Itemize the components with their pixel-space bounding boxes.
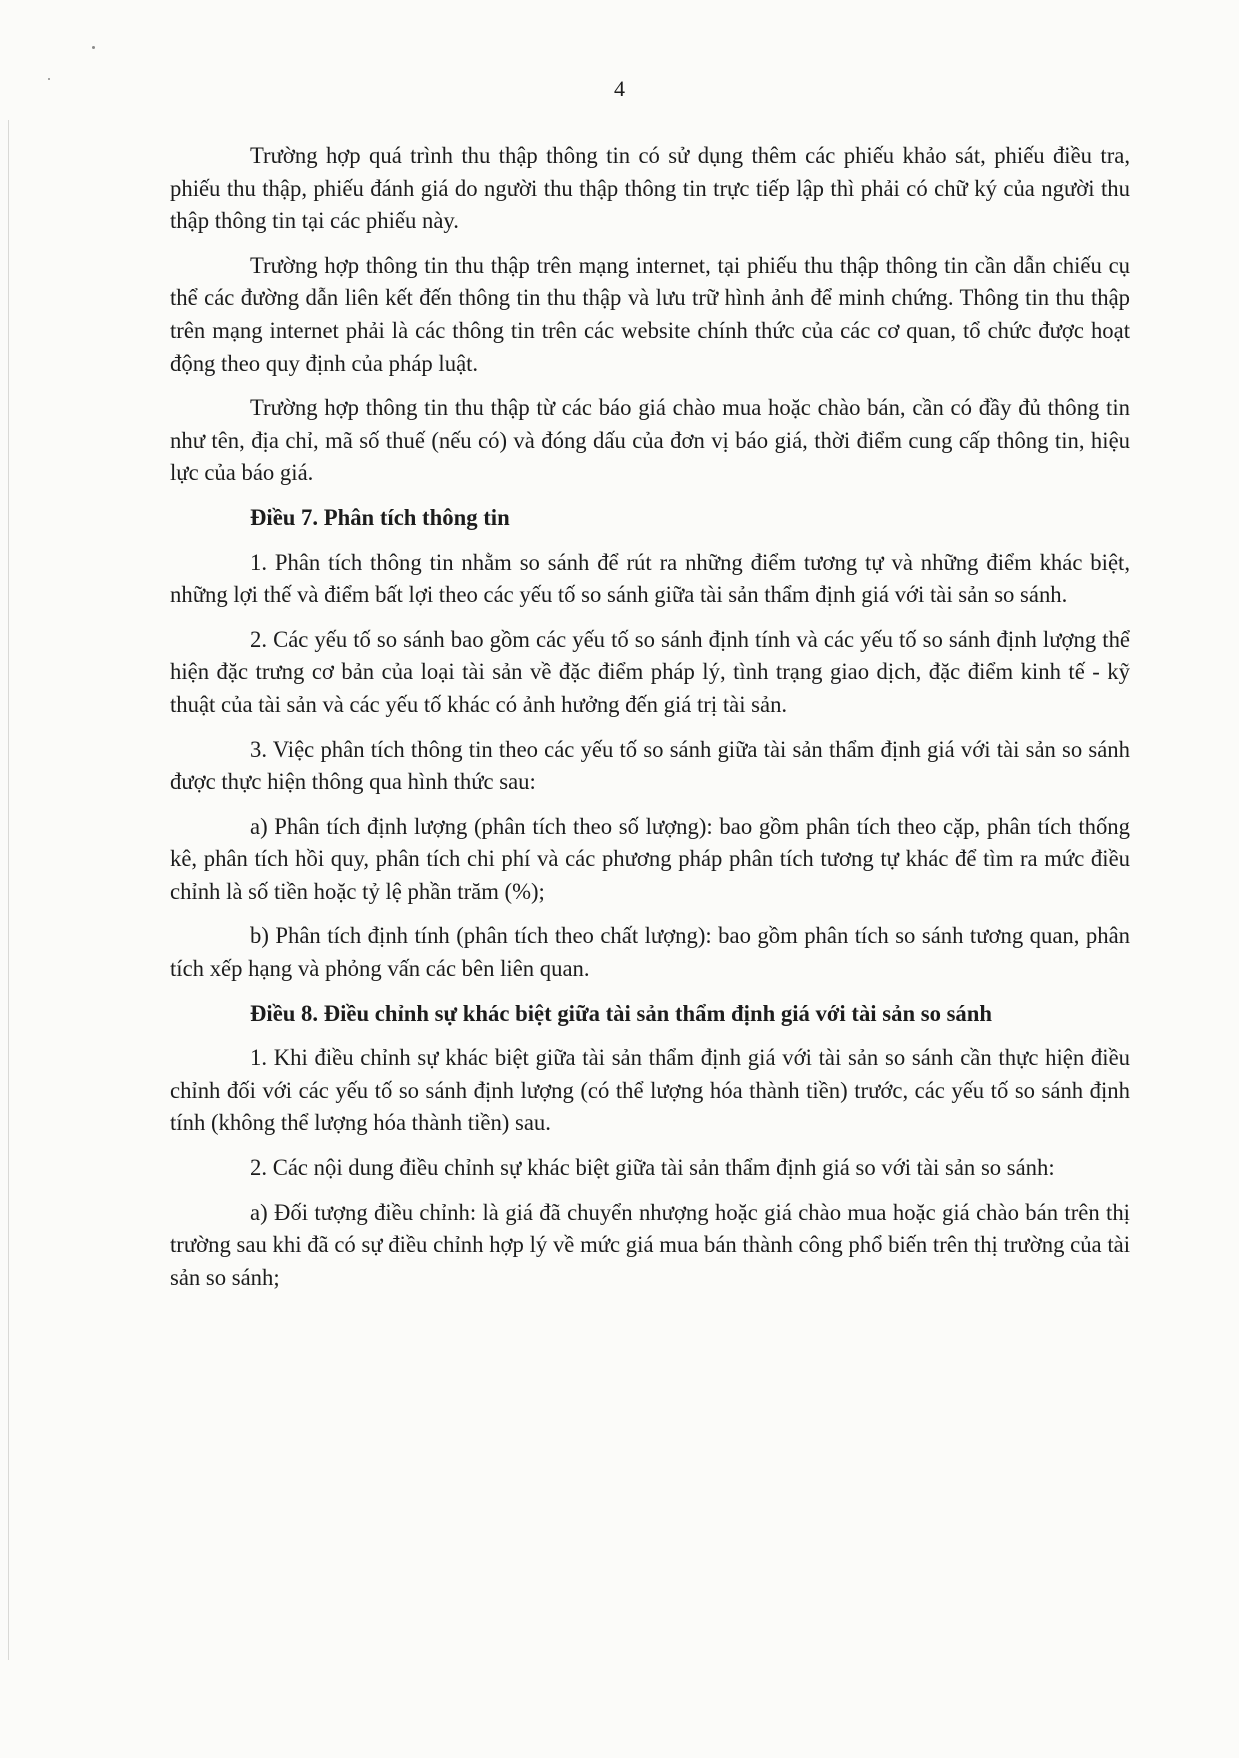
page-number: 4: [614, 76, 625, 101]
article-7-clause-3a: a) Phân tích định lượng (phân tích theo số lượng): bao gồm phân tích theo cặp, phân tích thống kê, phân tích hồi quy, phân tích chi phí và các phương pháp phân tích tương tự khác để tìm ra mức điều chỉnh là số tiền hoặc tỷ lệ phần trăm (%);: [170, 813, 1130, 904]
article-8-heading: Điều 8. Điều chỉnh sự khác biệt giữa tài sản thẩm định giá với tài sản so sánh: [250, 1000, 992, 1026]
article-8-clause-1: 1. Khi điều chỉnh sự khác biệt giữa tài sản thẩm định giá với tài sản so sánh cần thực hiện điều chỉnh đối với các yếu tố so sánh định lượng (có thể lượng hóa thành tiền) trước, các yếu tố so sánh định tính (không thể lượng hóa thành tiền) sau.: [170, 1045, 1130, 1136]
article-7-heading: Điều 7. Phân tích thông tin: [250, 504, 510, 530]
article-8-clause-2a: a) Đối tượng điều chỉnh: là giá đã chuyển nhượng hoặc giá chào mua hoặc giá chào bán trên thị trường sau khi đã có sự điều chỉnh hợp lý về mức giá mua bán thành công phổ biến trên thị trường của tài sản so sánh;: [170, 1199, 1130, 1290]
article-7-clause-3b: b) Phân tích định tính (phân tích theo chất lượng): bao gồm phân tích so sánh tương quan, phân tích xếp hạng và phỏng vấn các bên liên quan.: [170, 923, 1130, 982]
paragraph-internet-info: Trường hợp thông tin thu thập trên mạng internet, tại phiếu thu thập thông tin cần dẫn chiếu cụ thể các đường dẫn liên kết đến thông tin thu thập và lưu trữ hình ảnh để minh chứng. Thông tin thu thập trên mạng internet phải là các thông tin trên các website chính thức của các cơ quan, tổ chức được hoạt động theo quy định của pháp luật.: [170, 252, 1130, 376]
article-7-clause-2: 2. Các yếu tố so sánh bao gồm các yếu tố so sánh định tính và các yếu tố so sánh định lượng thể hiện đặc trưng cơ bản của loại tài sản về đặc điểm pháp lý, tình trạng giao dịch, đặc điểm kinh tế - kỹ thuật của tài sản và các yếu tố khác có ảnh hưởng đến giá trị tài sản.: [170, 626, 1130, 717]
scan-speck: [92, 46, 95, 49]
article-7-clause-1: 1. Phân tích thông tin nhằm so sánh để rút ra những điểm tương tự và những điểm khác biệt, những lợi thế và điểm bất lợi theo các yếu tố so sánh giữa tài sản thẩm định giá với tài sản so sánh.: [170, 549, 1130, 608]
article-8-clause-2: 2. Các nội dung điều chỉnh sự khác biệt giữa tài sản thẩm định giá so với tài sản so sánh:: [250, 1155, 1055, 1181]
article-7-clause-3: 3. Việc phân tích thông tin theo các yếu tố so sánh giữa tài sản thẩm định giá với tài sản so sánh được thực hiện thông qua hình thức sau:: [170, 736, 1130, 795]
paragraph-price-quotes: Trường hợp thông tin thu thập từ các báo giá chào mua hoặc chào bán, cần có đầy đủ thông tin như tên, địa chỉ, mã số thuế (nếu có) và đóng dấu của đơn vị báo giá, thời điểm cung cấp thông tin, hiệu lực của báo giá.: [170, 395, 1130, 486]
paragraph-survey-forms: Trường hợp quá trình thu thập thông tin có sử dụng thêm các phiếu khảo sát, phiếu điều tra, phiếu thu thập, phiếu đánh giá do người thu thập thông tin trực tiếp lập thì phải có chữ ký của người thu thập thông tin tại các phiếu này.: [170, 143, 1130, 234]
scan-edge-line: [8, 120, 9, 1660]
document-body: [170, 140, 1130, 1306]
